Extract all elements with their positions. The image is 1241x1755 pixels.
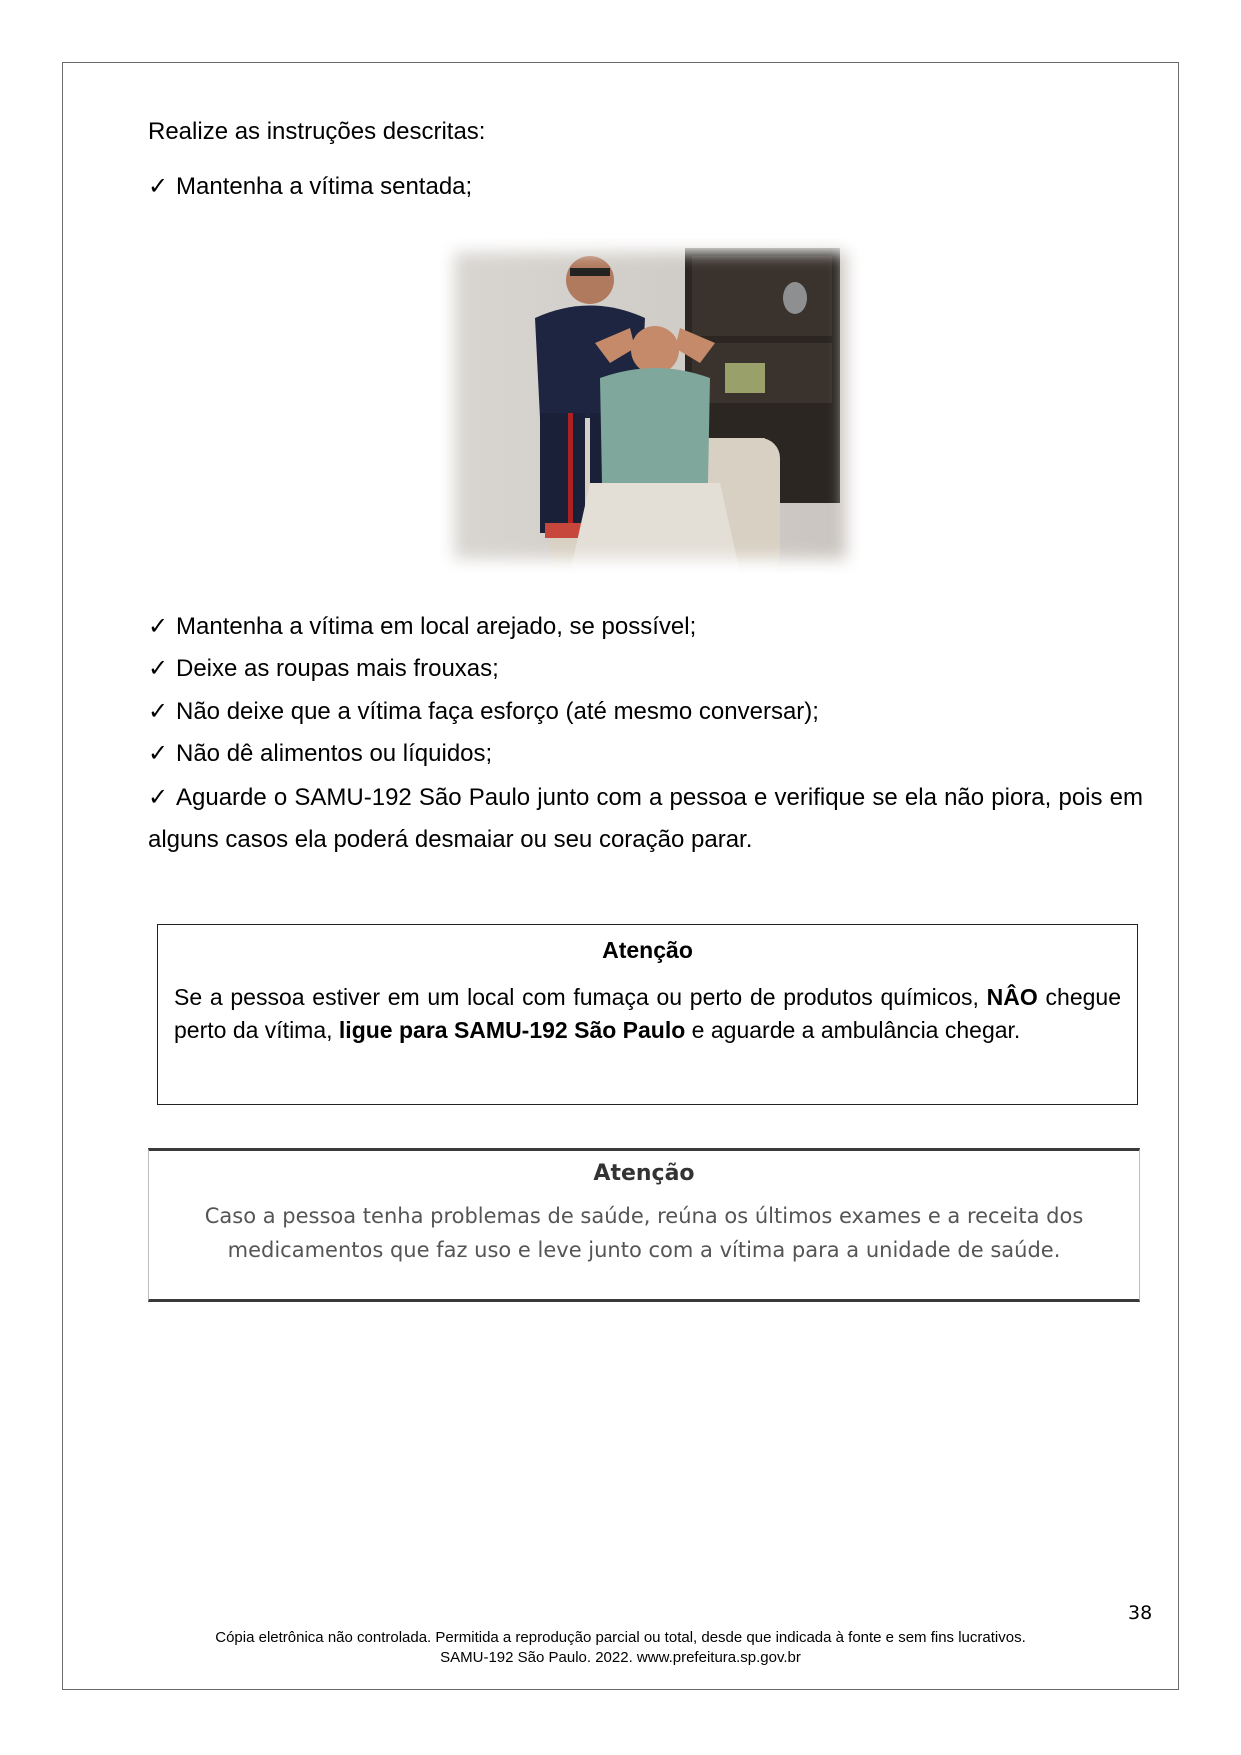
attention-line: Caso a pessoa tenha problemas de saúde, reúna os últimos exames e a receita dos (204, 1204, 1084, 1228)
attention-body (149, 1199, 1139, 1267)
step-wait-samu (148, 777, 1143, 861)
attention-bold-call-samu: ligue para SAMU-192 São Paulo (338, 1017, 686, 1043)
attention-line: medicamentos que faz uso e leve junto com a vítima para a unidade de saúde. (227, 1238, 1061, 1262)
attention-text: e aguarde a ambulância chegar. (685, 1017, 1021, 1043)
step-text: Não deixe que a vítima faça esforço (até mesmo conversar); (176, 698, 819, 725)
step-text: Não dê alimentos ou líquidos; (176, 740, 493, 767)
step-airy-place (148, 612, 696, 642)
attention-title: Atenção (593, 1161, 695, 1186)
checkmark-icon: ✓ (148, 655, 169, 682)
step-no-effort (148, 697, 819, 727)
step-sitting (148, 172, 472, 202)
page-number: 38 (1128, 1602, 1153, 1624)
footer-copyright: Cópia eletrônica não controlada. Permitida a reprodução parcial ou total, desde que indicada à fonte e sem fins lucrativos. (215, 1629, 1026, 1646)
checkmark-icon: ✓ (148, 173, 169, 200)
checkmark-icon: ✓ (148, 613, 169, 640)
step-text: Aguarde o SAMU-192 São Paulo junto com a pessoa e verifique se ela não piora, pois em alguns casos ela poderá desmaiar ou seu coração parar. (148, 784, 1143, 853)
attention-title: Atenção (602, 937, 693, 963)
step-text: Deixe as roupas mais frouxas; (176, 655, 499, 682)
checkmark-icon: ✓ (148, 740, 169, 767)
attention-body (174, 981, 1121, 1047)
attention-text: chegue perto da vítima, (174, 984, 1121, 1043)
checkmark-icon: ✓ (148, 784, 169, 811)
step-no-food (148, 739, 492, 769)
step-text: Mantenha a vítima em local arejado, se possível; (176, 613, 697, 640)
attention-box-smoke (157, 924, 1138, 1105)
step-sitting-text: Mantenha a vítima sentada; (176, 173, 473, 200)
seated-victim-photo (440, 238, 860, 573)
checkmark-icon: ✓ (148, 698, 169, 725)
intro-text: Realize as instruções descritas: (148, 118, 486, 145)
footer-source: SAMU-192 São Paulo. 2022. www.prefeitura.sp.gov.br (440, 1649, 801, 1666)
attention-bold-nao: NÂO (986, 984, 1038, 1010)
attention-text: Se a pessoa estiver em um local com fumaça ou perto de produtos químicos, (174, 984, 987, 1010)
attention-box-health-records (148, 1148, 1140, 1302)
step-loose-clothes (148, 654, 499, 684)
footer (62, 1628, 1179, 1668)
